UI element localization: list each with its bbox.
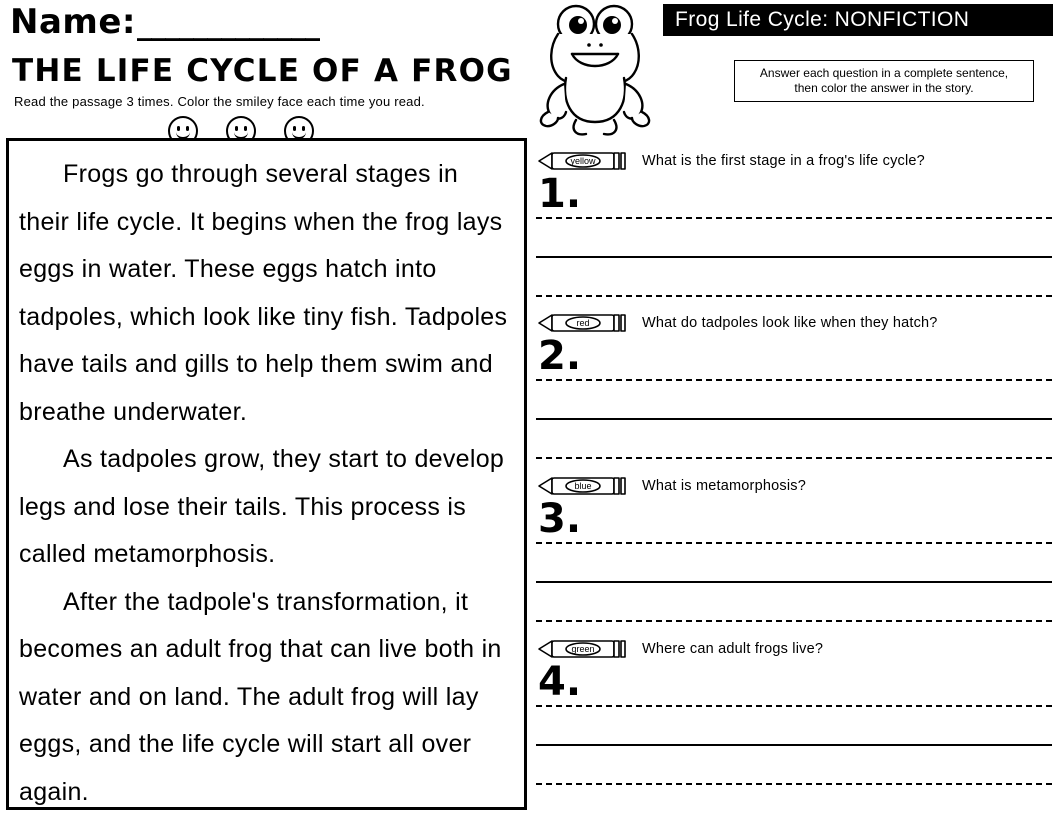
crayon-icon[interactable] — [536, 150, 632, 172]
question-text: What do tadpoles look like when they hatch? — [642, 315, 938, 331]
question-header — [536, 634, 1052, 664]
crayon-icon[interactable] — [536, 475, 632, 497]
question-block — [536, 146, 1052, 297]
question-number: 4. — [538, 659, 582, 705]
answer-line[interactable] — [536, 381, 1052, 420]
crayon-label: green — [571, 644, 595, 655]
questions-column — [530, 0, 1056, 816]
name-field-row — [10, 4, 319, 40]
answer-line[interactable] — [536, 583, 1052, 622]
crayon-label: red — [576, 318, 590, 329]
header-banner — [663, 4, 1053, 36]
answer-lines[interactable] — [536, 180, 1052, 297]
reading-directions: Read the passage 3 times. Color the smiley face each time you read. — [14, 94, 425, 109]
question-block — [536, 634, 1052, 785]
instruction-box — [734, 60, 1034, 102]
question-number: 1. — [538, 171, 582, 217]
answer-lines[interactable] — [536, 668, 1052, 785]
question-header — [536, 308, 1052, 338]
answer-line[interactable] — [536, 420, 1052, 459]
question-text: What is the first stage in a frog's life cycle? — [642, 153, 925, 169]
passage-paragraph: After the tadpole's transformation, it becomes an adult frog that can live both in water and on land. The adult frog will lay eggs, and the life cycle will start all over again. — [19, 587, 502, 806]
crayon-label: yellow — [570, 156, 596, 167]
banner-title: Frog Life Cycle: NONFICTION — [675, 8, 970, 31]
question-number: 2. — [538, 333, 582, 379]
instruction-line-1: Answer each question in a complete sentence, — [759, 66, 1009, 80]
passage-paragraph: As tadpoles grow, they start to develop legs and lose their tails. This process is called metamorphosis. — [19, 445, 505, 568]
answer-line[interactable] — [536, 505, 1052, 544]
instruction-line-2: then color the answer in the story. — [794, 81, 974, 95]
answer-line[interactable] — [536, 180, 1052, 219]
crayon-icon[interactable] — [536, 312, 632, 334]
passage-paragraph: Frogs go through several stages in their life cycle. It begins when the frog lays eggs in water. These eggs hatch into tadpoles, which look like tiny fish. Tadpoles have tails and gills to help them swim and breathe underwater. — [19, 160, 508, 426]
question-block — [536, 471, 1052, 622]
question-text: Where can adult frogs live? — [642, 641, 824, 657]
answer-line[interactable] — [536, 219, 1052, 258]
answer-line[interactable] — [536, 258, 1052, 297]
crayon-label: blue — [574, 481, 592, 492]
question-header — [536, 146, 1052, 176]
answer-line[interactable] — [536, 668, 1052, 707]
answer-line[interactable] — [536, 544, 1052, 583]
question-header — [536, 471, 1052, 501]
name-blank-line[interactable]: _____________ — [136, 7, 319, 42]
answer-line[interactable] — [536, 707, 1052, 746]
question-number: 3. — [538, 496, 582, 542]
page-title: THE LIFE CYCLE OF A FROG — [12, 53, 513, 89]
passage-box — [6, 138, 527, 810]
question-text: What is metamorphosis? — [642, 478, 806, 494]
crayon-icon[interactable] — [536, 638, 632, 660]
frog-illustration — [532, 0, 658, 140]
answer-line[interactable] — [536, 746, 1052, 785]
answer-lines[interactable] — [536, 505, 1052, 622]
passage-text — [9, 141, 524, 810]
name-label: Name: — [10, 2, 136, 42]
question-block — [536, 308, 1052, 459]
answer-lines[interactable] — [536, 342, 1052, 459]
answer-line[interactable] — [536, 342, 1052, 381]
